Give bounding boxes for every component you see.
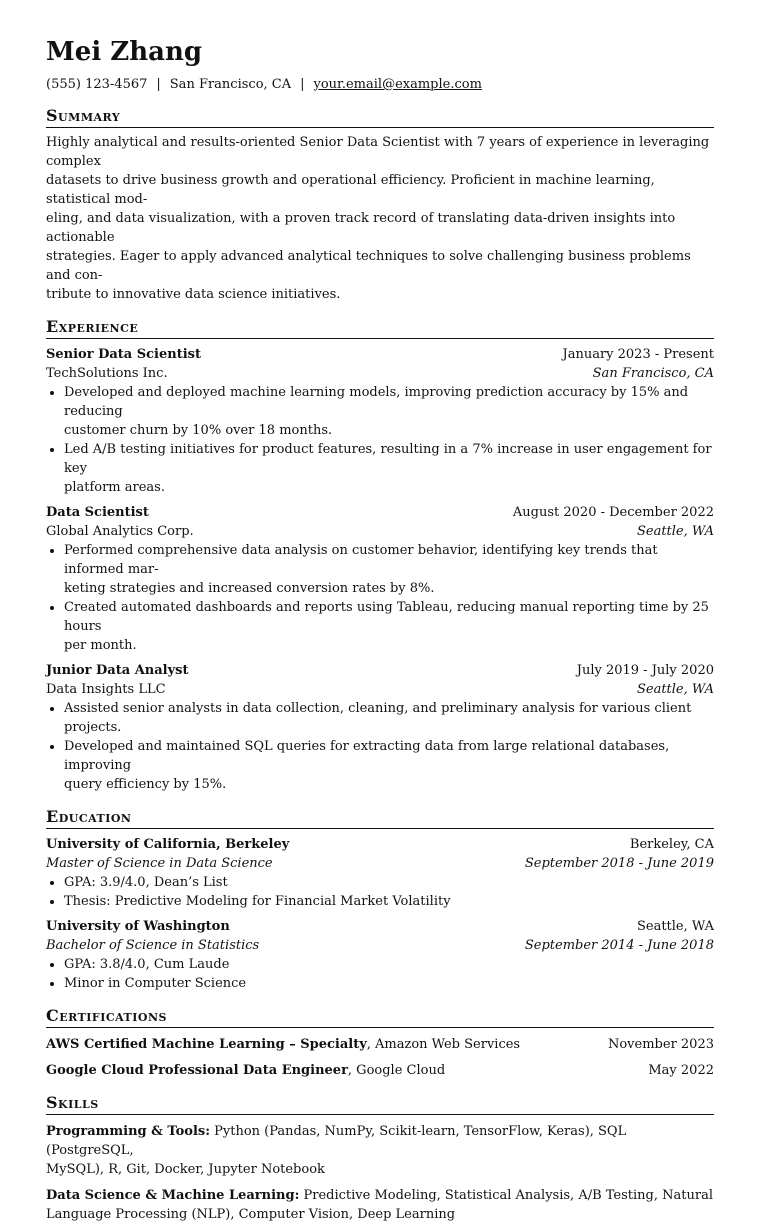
bullet-text: Developed and deployed machine learning models, improving prediction accuracy by 15% and reducing (64, 385, 689, 419)
bullet-text: per month. (64, 638, 137, 653)
job-location: Seattle, WA (636, 524, 714, 539)
certification-date: November 2023 (607, 1037, 714, 1052)
experience-entry (46, 503, 714, 655)
education-entry (46, 917, 714, 993)
contact-line (46, 76, 714, 93)
school-name: University of California, Berkeley (46, 837, 290, 852)
skill-group (46, 1122, 714, 1179)
skill-label: Data Science & Machine Learning: (46, 1188, 300, 1203)
summary-paragraph (46, 133, 714, 304)
bullet-text: Developed and maintained SQL queries for extracting data from large relational databases, improving (64, 739, 670, 773)
job-title: Senior Data Scientist (46, 347, 201, 362)
bullet-text: Assisted senior analysts in data collection, cleaning, and preliminary analysis for various client projects. (64, 701, 692, 735)
bullet-item: • GPA: 3.9/4.0, Dean’s List (64, 873, 714, 892)
certification-issuer: , Google Cloud (347, 1063, 446, 1078)
skill-text: Python (Pandas, NumPy, Scikit-learn, TensorFlow, Keras), SQL (PostgreSQL, (46, 1124, 627, 1158)
bullet-item (64, 541, 714, 598)
summary-line: strategies. Eager to apply advanced analytical techniques to solve challenging business problems and con- (46, 249, 691, 283)
education-dates: September 2014 - June 2018 (524, 938, 714, 953)
school-location: Berkeley, CA (629, 837, 714, 852)
summary-line: Highly analytical and results-oriented Senior Data Scientist with 7 years of experience in leveraging complex (46, 135, 710, 169)
bullet-item: • Minor in Computer Science (64, 974, 714, 993)
separator: | (300, 77, 305, 92)
experience-entry (46, 345, 714, 497)
section-title-education: Education (46, 807, 714, 829)
skill-text: Language Processing (NLP), Computer Vision, Deep Learning (46, 1207, 456, 1222)
bullet-item (64, 737, 714, 794)
bullet-text: customer churn by 10% over 18 months. (64, 423, 333, 438)
separator: | (156, 77, 161, 92)
skill-label: Programming & Tools: (46, 1124, 211, 1139)
job-dates: January 2023 - Present (562, 347, 714, 362)
skill-text: MySQL), R, Git, Docker, Jupyter Notebook (46, 1162, 325, 1177)
certification-name: AWS Certified Machine Learning – Specialty (46, 1037, 367, 1052)
job-dates: August 2020 - December 2022 (512, 505, 714, 520)
candidate-name: Mei Zhang (46, 37, 203, 67)
certification-issuer: , Amazon Web Services (366, 1037, 521, 1052)
company-name: TechSolutions Inc. (46, 366, 168, 381)
phone-number: (555) 123-4567 (46, 77, 148, 92)
bullet-text: query efficiency by 15%. (64, 777, 227, 792)
job-location: San Francisco, CA (592, 366, 714, 381)
degree-name: Master of Science in Data Science (46, 856, 273, 871)
section-title-experience: Experience (46, 317, 714, 339)
bullet-text: Performed comprehensive data analysis on customer behavior, identifying key trends that informed mar- (64, 543, 658, 577)
bullet-text: keting strategies and increased conversion rates by 8%. (64, 581, 435, 596)
company-name: Global Analytics Corp. (46, 524, 194, 539)
certification-entry (46, 1035, 714, 1054)
bullet-text: Led A/B testing initiatives for product features, resulting in a 7% increase in user engagement for key (64, 442, 712, 476)
certification-name: Google Cloud Professional Data Engineer (46, 1063, 348, 1078)
bullet-item (64, 383, 714, 440)
bullet-item (64, 699, 714, 737)
location: San Francisco, CA (169, 77, 292, 92)
section-title-certifications: Certifications (46, 1006, 714, 1028)
summary-line: eling, and data visualization, with a proven track record of translating data-driven insights into actionable (46, 211, 676, 245)
bullet-text: Created automated dashboards and reports using Tableau, reducing manual reporting time by 25 hours (64, 600, 709, 634)
section-title-summary: Summary (46, 106, 714, 128)
company-name: Data Insights LLC (46, 682, 166, 697)
skill-text: Predictive Modeling, Statistical Analysis, A/B Testing, Natural (299, 1188, 713, 1203)
education-entry (46, 835, 714, 911)
certification-entry (46, 1061, 714, 1080)
summary-line: tribute to innovative data science initiatives. (46, 287, 341, 302)
summary-line: datasets to drive business growth and operational efficiency. Proficient in machine learning, statistical mod- (46, 173, 655, 207)
school-location: Seattle, WA (636, 919, 714, 934)
job-location: Seattle, WA (636, 682, 714, 697)
email-link[interactable]: your.email@example.com (313, 77, 482, 92)
bullet-item: • GPA: 3.8/4.0, Cum Laude (64, 955, 714, 974)
experience-entry (46, 661, 714, 794)
skill-group (46, 1186, 714, 1224)
section-title-skills: Skills (46, 1093, 714, 1115)
bullet-item (64, 440, 714, 497)
degree-name: Bachelor of Science in Statistics (46, 938, 260, 953)
certification-date: May 2022 (648, 1063, 714, 1078)
job-title: Data Scientist (46, 505, 149, 520)
bullet-text: platform areas. (64, 480, 165, 495)
job-title: Junior Data Analyst (46, 663, 189, 678)
job-dates: July 2019 - July 2020 (576, 663, 714, 678)
school-name: University of Washington (46, 919, 230, 934)
education-dates: September 2018 - June 2019 (524, 856, 714, 871)
bullet-item (64, 598, 714, 655)
bullet-item: • Thesis: Predictive Modeling for Financial Market Volatility (64, 892, 714, 911)
